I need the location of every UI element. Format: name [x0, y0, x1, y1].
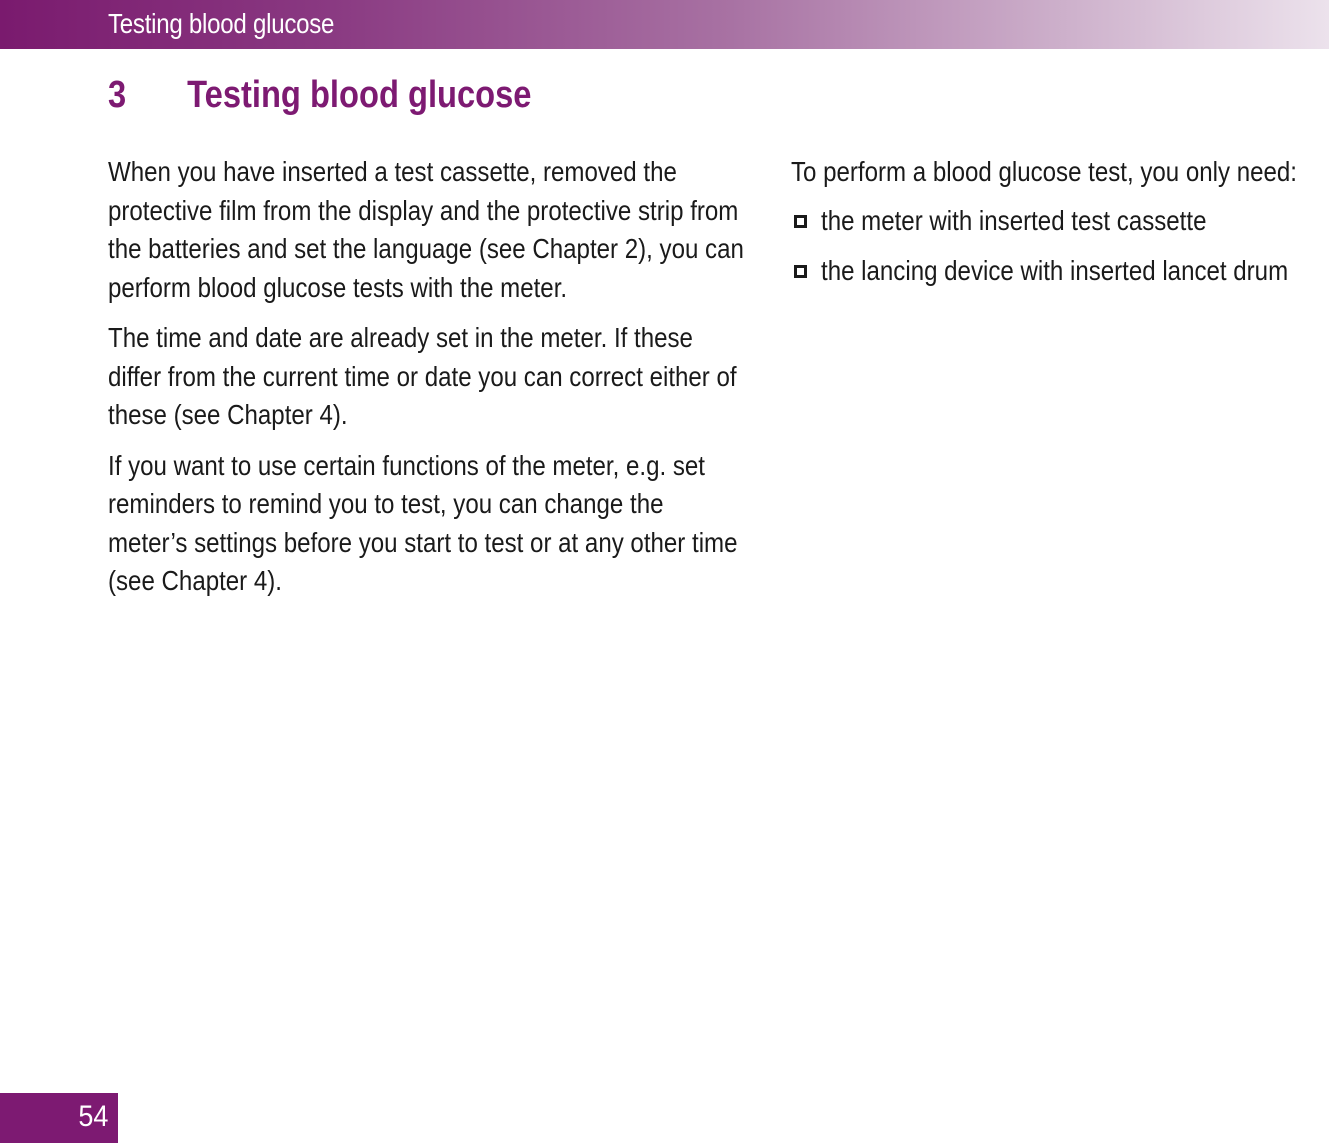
list-item-text: the lancing device with inserted lancet drum — [821, 254, 1289, 286]
right-column — [791, 153, 1329, 302]
requirements-intro: To perform a blood glucose test, you only need: — [791, 156, 1297, 187]
page-number: 54 — [77, 1100, 108, 1133]
running-header-title: Testing blood glucose — [108, 8, 335, 39]
page-number-tab — [0, 1093, 118, 1143]
list-item-text: the meter with inserted test cassette — [821, 204, 1207, 236]
chapter-heading — [108, 74, 531, 117]
body-paragraph: The time and date are already set in the meter. If these differ from the current time or date you can correct either of these (see Chapter 4). — [108, 322, 737, 430]
chapter-title: Testing blood glucose — [187, 74, 532, 116]
square-bullet-icon — [794, 215, 807, 228]
square-bullet-icon — [794, 265, 807, 278]
left-column — [108, 153, 744, 613]
running-header-bar — [0, 0, 1329, 49]
body-paragraph: When you have inserted a test cassette, removed the protective film from the display and the protective strip from the batteries and set the language (see Chapter 2), you can perform blood glucose tests with the meter. — [108, 156, 744, 303]
requirements-list — [791, 202, 1329, 290]
list-item — [791, 252, 1329, 290]
list-item — [791, 202, 1329, 240]
body-paragraph: If you want to use certain functions of the meter, e.g. set reminders to remind you to test, you can change the meter’s settings before you start to test or at any other time (see Chapter 4). — [108, 449, 738, 596]
chapter-number: 3 — [108, 74, 127, 116]
